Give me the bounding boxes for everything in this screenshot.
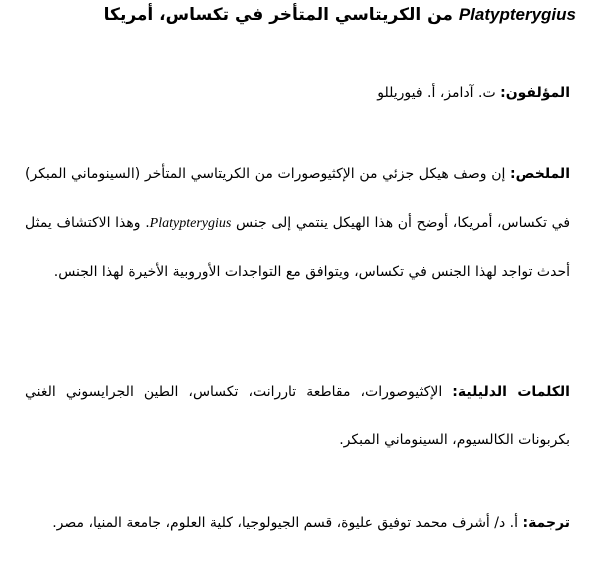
keywords-value: الإكثيوصورات، مقاطعة تاررانت، تكساس، الطين الجرايسوني الغني بكربونات الكالسيوم، السينوماني المبكر. — [25, 384, 570, 448]
abstract-genus-name: Platypterygius — [149, 215, 232, 231]
title-genus-name: Platypterygius — [458, 5, 576, 24]
authors-label: المؤلفون: — [500, 85, 570, 101]
keywords-paragraph — [25, 368, 570, 464]
abstract-label: الملخص: — [510, 166, 570, 182]
translation-label: ترجمة: — [522, 515, 570, 531]
abstract-text-part2: . وهذا الاكتشاف يمثل أحدث تواجد لهذا الجنس في تكساس، ويتوافق مع التواجدات الأوروبية الأخيرة لهذا الجنس. — [25, 214, 570, 280]
title-text: من الكريتاسي المتأخر في تكساس، أمريكا — [103, 5, 459, 25]
authors-line — [25, 78, 570, 108]
abstract-text-part1: إن وصف هيكل جزئي من الإكثيوصورات من الكريتاسي المتأخر (السينوماني المبكر) في تكساس، أمريكا، أوضح أن هذا الهيكل ينتمي إلى جنس — [25, 166, 571, 231]
keywords-label: الكلمات الدليلية: — [452, 384, 570, 400]
authors-value: ت. آدامز، أ. فيوريللو — [377, 85, 501, 101]
document-title — [16, 2, 576, 28]
translation-value: أ. د/ أشرف محمد توفيق عليوة، قسم الجيولوجيا، كلية العلوم، جامعة المنيا، مصر. — [52, 515, 523, 531]
abstract-paragraph — [25, 150, 570, 297]
translation-paragraph — [25, 500, 570, 546]
